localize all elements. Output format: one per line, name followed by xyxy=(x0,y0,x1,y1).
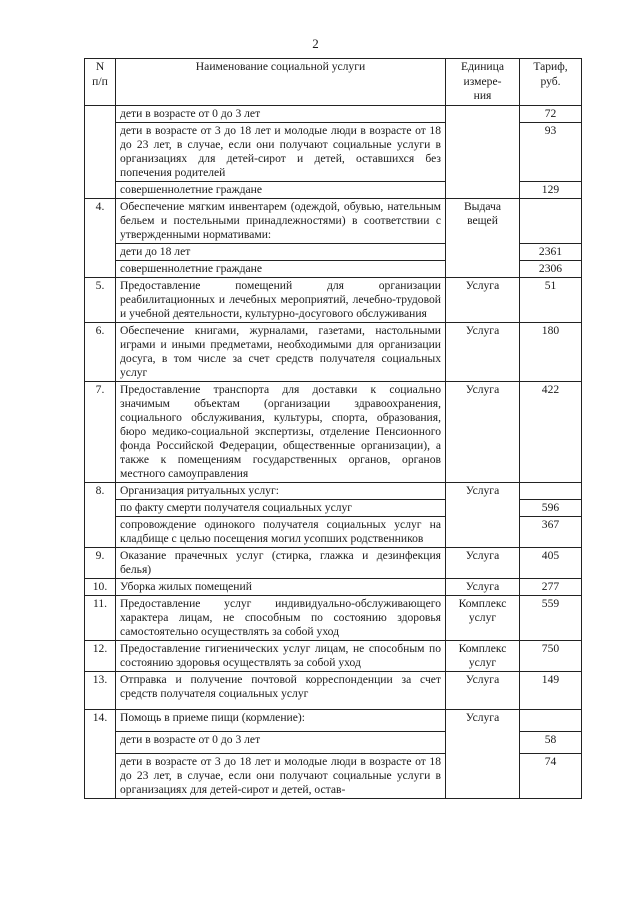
row-unit: Услуга xyxy=(446,277,520,322)
table-row xyxy=(85,547,582,578)
row-unit: Выдача вещей xyxy=(446,198,520,277)
table-row xyxy=(85,671,582,709)
row-name: Оказание прачечных услуг (стирка, глажка и дезинфекция белья) xyxy=(116,547,446,578)
row-unit: Комплекс услуг xyxy=(446,640,520,671)
row-tariff: 405 xyxy=(520,547,582,578)
table-row xyxy=(85,322,582,381)
row-unit: Услуга xyxy=(446,709,520,798)
row-name: совершеннолетние граждане xyxy=(116,260,446,277)
header-tariff: Тариф, руб. xyxy=(520,59,582,106)
row-number: 4. xyxy=(85,198,116,277)
row-tariff: 180 xyxy=(520,322,582,381)
row-unit: Услуга xyxy=(446,482,520,547)
row-name: Отправка и получение почтовой корреспонденции за счет средств получателя социальных услуг xyxy=(116,671,446,709)
row-number: 8. xyxy=(85,482,116,547)
table-row xyxy=(85,709,582,731)
row-unit: Комплекс услуг xyxy=(446,595,520,640)
table-row xyxy=(85,381,582,482)
row-name: Помощь в приеме пищи (кормление): xyxy=(116,709,446,731)
row-name: по факту смерти получателя социальных услуг xyxy=(116,499,446,516)
table-header xyxy=(85,59,582,106)
row-name: Предоставление услуг индивидуально-обслуживающего характера лицам, не способным по состоянию здоровья самостоятельно осуществлять за собой уход xyxy=(116,595,446,640)
row-number: 13. xyxy=(85,671,116,709)
table-row xyxy=(85,578,582,595)
row-tariff: 277 xyxy=(520,578,582,595)
row-name: Обеспечение книгами, журналами, газетами, настольными играми и иными предметами, необходимыми для организации досуга, в том числе за счет средств получателя социальных услуг xyxy=(116,322,446,381)
row-tariff: 72 xyxy=(520,105,582,122)
row-name: Обеспечение мягким инвентарем (одеждой, обувью, нательным бельем и постельными принадлежностями) в соответствии с утвержденными нормативами: xyxy=(116,198,446,243)
header-name: Наименование социальной услуги xyxy=(116,59,446,106)
row-name: Предоставление гигиенических услуг лицам, не способным по состоянию здоровья осуществлять за собой уход xyxy=(116,640,446,671)
row-number xyxy=(85,105,116,198)
row-tariff xyxy=(520,482,582,499)
row-name: дети в возрасте от 0 до 3 лет xyxy=(116,731,446,753)
row-unit: Услуга xyxy=(446,578,520,595)
row-name: Предоставление помещений для организации реабилитационных и лечебных мероприятий, лечебно-трудовой и учебной деятельности, культурно-досугового обслуживания xyxy=(116,277,446,322)
row-name: сопровождение одинокого получателя социальных услуг на кладбище с целью посещения могил усопших родственников xyxy=(116,516,446,547)
row-tariff: 2361 xyxy=(520,243,582,260)
row-name: дети в возрасте от 3 до 18 лет и молодые люди в возрасте от 18 до 23 лет, в случае, если они получают социальные услуги в организациях для детей-сирот и детей, оставшихся без попечения родителей xyxy=(116,122,446,181)
row-tariff: 58 xyxy=(520,731,582,753)
row-tariff: 559 xyxy=(520,595,582,640)
row-number: 10. xyxy=(85,578,116,595)
page-number: 2 xyxy=(312,36,319,51)
row-number: 7. xyxy=(85,381,116,482)
row-tariff: 422 xyxy=(520,381,582,482)
row-number: 12. xyxy=(85,640,116,671)
row-unit: Услуга xyxy=(446,547,520,578)
row-tariff: 93 xyxy=(520,122,582,181)
row-number: 6. xyxy=(85,322,116,381)
row-name: дети в возрасте от 3 до 18 лет и молодые люди в возрасте от 18 до 23 лет, в случае, если они получают социальные услуги в организациях для детей-сирот и детей, остав- xyxy=(116,753,446,798)
row-number: 9. xyxy=(85,547,116,578)
row-unit xyxy=(446,105,520,198)
table-row xyxy=(85,198,582,243)
row-number: 5. xyxy=(85,277,116,322)
row-unit: Услуга xyxy=(446,671,520,709)
row-name: дети в возрасте от 0 до 3 лет xyxy=(116,105,446,122)
row-name: совершеннолетние граждане xyxy=(116,181,446,198)
table-row xyxy=(85,482,582,499)
table-row xyxy=(85,595,582,640)
row-tariff: 74 xyxy=(520,753,582,798)
row-tariff: 596 xyxy=(520,499,582,516)
row-tariff: 367 xyxy=(520,516,582,547)
tariff-table xyxy=(84,58,582,799)
row-name: Уборка жилых помещений xyxy=(116,578,446,595)
table-row xyxy=(85,105,582,122)
row-number: 11. xyxy=(85,595,116,640)
header-unit: Единица измере- ния xyxy=(446,59,520,106)
row-unit: Услуга xyxy=(446,381,520,482)
row-tariff: 149 xyxy=(520,671,582,709)
table-row xyxy=(85,640,582,671)
row-unit: Услуга xyxy=(446,322,520,381)
row-tariff: 2306 xyxy=(520,260,582,277)
row-name: дети до 18 лет xyxy=(116,243,446,260)
row-tariff xyxy=(520,709,582,731)
row-tariff xyxy=(520,198,582,243)
row-number: 14. xyxy=(85,709,116,798)
row-name: Предоставление транспорта для доставки к социально значимым объектам (организации здравоохранения, социального обслуживания, культуры, спорта, образования, бюро медико-социальной экспертизы, отделение Пенсионного фонда Российской Федерации, общественные организации), а также к помещениям государственных органов, органов местного самоуправления xyxy=(116,381,446,482)
row-name: Организация ритуальных услуг: xyxy=(116,482,446,499)
table-row xyxy=(85,277,582,322)
row-tariff: 750 xyxy=(520,640,582,671)
row-tariff: 129 xyxy=(520,181,582,198)
row-tariff: 51 xyxy=(520,277,582,322)
header-num: N п/п xyxy=(85,59,116,106)
